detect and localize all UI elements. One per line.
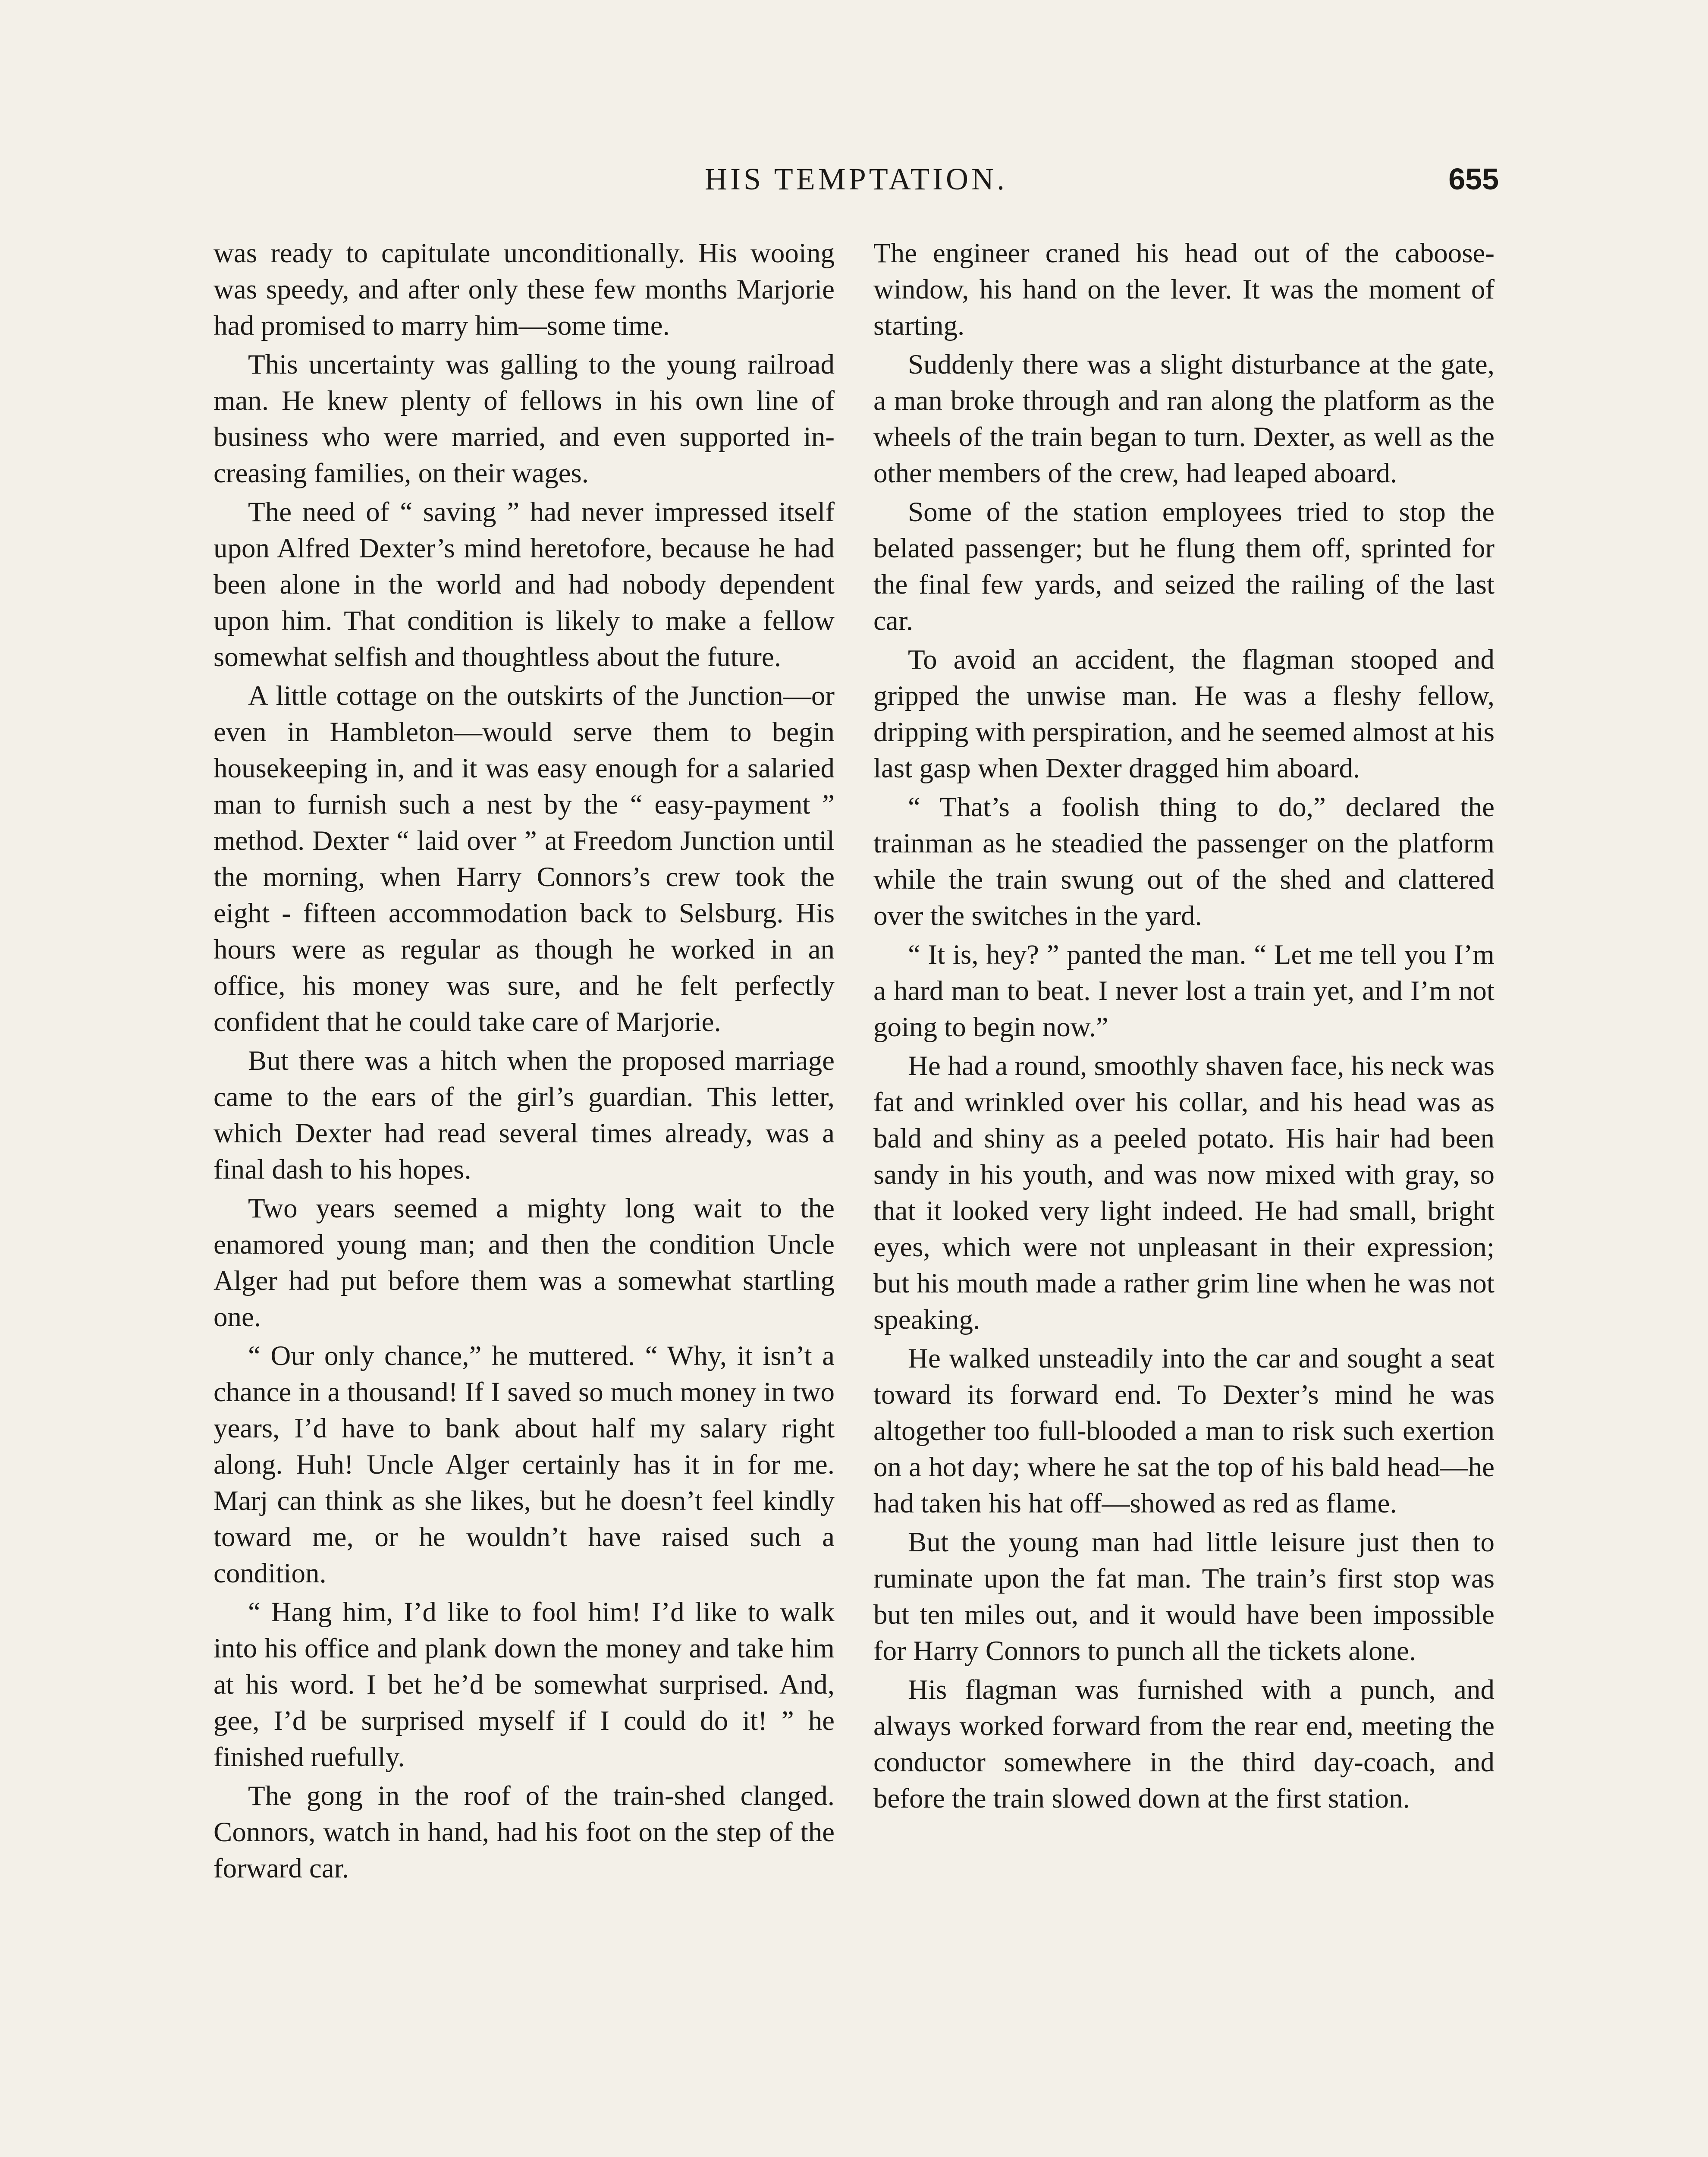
paragraph: This uncertainty was galling to the young railroad man. He knew plenty of fellows in his own line of business who were married, and even supported increasing families, on their wages. [214, 349, 835, 489]
running-head [214, 160, 1499, 198]
paragraph: was ready to capitulate unconditionally. His wooing was speedy, and after only these few months Marjorie had promised to marry him—some time. [214, 238, 835, 341]
paragraph: Some of the station employees tried to stop the belated passenger; but he flung them off, sprinted for the final few yards, and seized the railing of the last car. [873, 497, 1494, 636]
paragraph: The need of “ saving ” had never impressed itself upon Alfred Dexter’s mind heretofore, because he had been alone in the world and had nobody dependent upon him. That condition is likely to make a fellow somewhat selfish and thoughtless about the future. [214, 497, 835, 673]
paragraph: The gong in the roof of the train-shed clanged. Connors, watch in hand, had his foot on the step of the forward car. [214, 1780, 835, 1884]
paragraph: “ Our only chance,” he muttered. “ Why, it isn’t a chance in a thousand! If I saved so much money in two years, I’d have to bank about half my salary right along. Huh! Uncle Alger certainly has it in for me. Marj can think as she likes, but he doesn’t feel kindly toward me, or he wouldn’t have raised such a condition. [214, 1340, 835, 1589]
paragraph: “ Hang him, I’d like to fool him! I’d like to walk into his office and plank down the money and take him at his word. I bet he’d be somewhat surprised. And, gee, I’d be surprised myself if I could do it! ” he finished ruefully. [214, 1597, 835, 1773]
running-title: HIS TEMPTATION. [705, 162, 1008, 196]
paragraph: To avoid an accident, the flagman stooped and gripped the unwise man. He was a fleshy fellow, dripping with perspiration, and he seemed almost at his last gasp when Dexter dragged him aboard. [873, 644, 1494, 784]
paragraph: He walked unsteadily into the car and sought a seat toward its forward end. To Dexter’s mind he was altogether too full-blooded a man to risk such exertion on a hot day; where he sat the top of his bald head—he had taken his hat off—showed as red as flame. [873, 1343, 1494, 1519]
paragraph: “ That’s a foolish thing to do,” declared the trainman as he steadied the passenger on the platform while the train swung out of the shed and clattered over the switches in the yard. [873, 792, 1494, 931]
paragraph: “ It is, hey? ” panted the man. “ Let me tell you I’m a hard man to beat. I never lost a train yet, and I’m not going to begin now.” [873, 939, 1494, 1043]
paragraph: Suddenly there was a slight disturbance at the gate, a man broke through and ran along the platform as the wheels of the train began to turn. Dexter, as well as the other members of the crew, had leaped aboard. [873, 349, 1494, 489]
paragraph: His flagman was furnished with a punch, and always worked forward from the rear end, meeting the conductor somewhere in the third day-coach, and before the train slowed down at the first station. [873, 1674, 1494, 1814]
paragraph: But there was a hitch when the proposed marriage came to the ears of the girl’s guardian. This letter, which Dexter had read several times already, was a final dash to his hopes. [214, 1045, 835, 1185]
left-column [214, 235, 835, 1887]
right-column [873, 235, 1494, 1817]
paragraph: The engineer craned his head out of the caboose-window, his hand on the lever. It was the moment of starting. [873, 238, 1494, 341]
paragraph: Two years seemed a mighty long wait to the enamored young man; and then the condition Uncle Alger had put before them was a somewhat startling one. [214, 1193, 835, 1333]
paragraph: But the young man had little leisure just then to ruminate upon the fat man. The train’s first stop was but ten miles out, and it would have been impossible for Harry Connors to punch all the tickets alone. [873, 1527, 1494, 1666]
paragraph: A little cottage on the outskirts of the Junction—or even in Hambleton—would serve them to begin housekeeping in, and it was easy enough for a salaried man to furnish such a nest by the “ easy-payment ” method. Dexter “ laid over ” at Freedom Junction until the morning, when Harry Connors’s crew took the eight - fifteen accommodation back to Selsburg. His hours were as regular as though he worked in an office, his money was sure, and he felt perfectly confident that he could take care of Marjorie. [214, 680, 835, 1038]
page-number: 655 [1448, 162, 1499, 196]
paragraph: He had a round, smoothly shaven face, his neck was fat and wrinkled over his collar, and his head was as bald and shiny as a peeled potato. His hair had been sandy in his youth, and was now mixed with gray, so that it looked very light indeed. He had small, bright eyes, which were not unpleasant in their expression; but his mouth made a rather grim line when he was not speaking. [873, 1050, 1494, 1335]
